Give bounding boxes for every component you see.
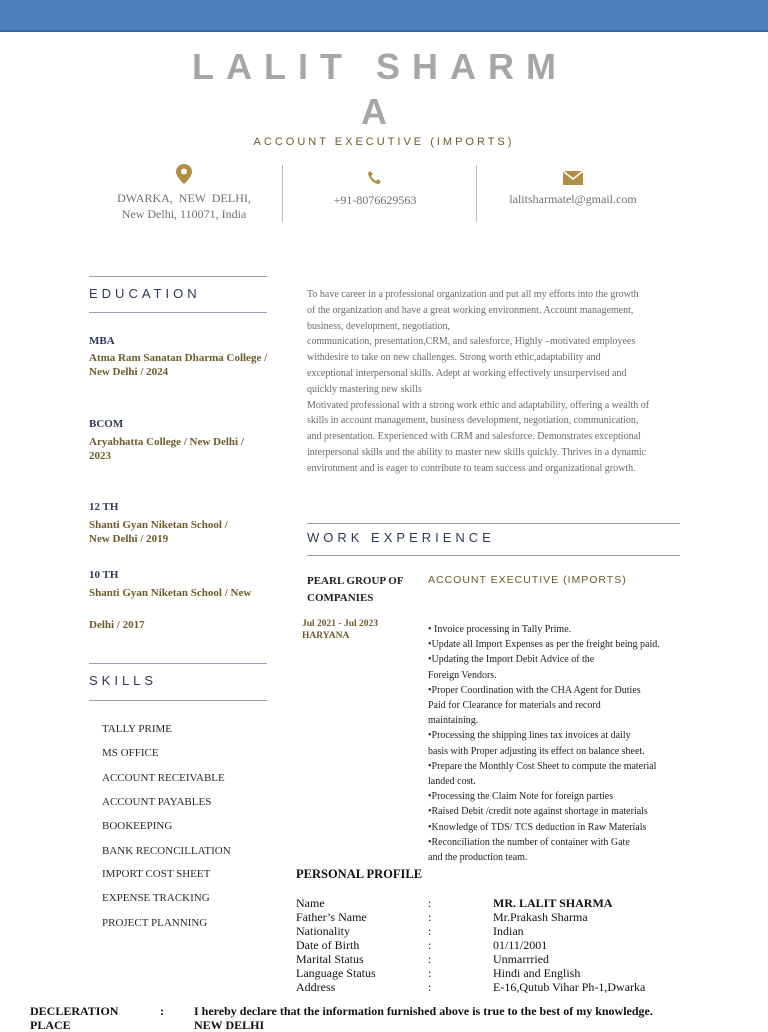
profile-row xyxy=(296,980,716,994)
skill-item: EXPENSE TRACKING xyxy=(102,892,210,904)
header-bar xyxy=(0,0,768,32)
education-institution: Shanti Gyan Niketan School / New Delhi / 2019 xyxy=(89,519,228,545)
address-line2: New Delhi, 110071, India xyxy=(121,207,247,221)
education-institution: Atma Ram Sanatan Dharma College / New Delhi / 2024 xyxy=(89,352,268,378)
profile-value: 01/11/2001 xyxy=(493,938,548,952)
profile-label: Nationality xyxy=(296,924,350,938)
summary-line: and presentation. Experienced with CRM and salesforce. Demonstrates exceptional xyxy=(307,431,641,443)
duty-line: •Updating the Import Debit Advice of the xyxy=(428,654,595,666)
career-summary xyxy=(307,287,687,477)
section-divider xyxy=(307,523,680,524)
education-institution: Aryabhatta College / New Delhi / 2023 xyxy=(89,436,244,462)
duty-line: landed cost. xyxy=(428,776,476,788)
profile-separator: : xyxy=(428,924,432,938)
place-value: NEW DELHI xyxy=(194,1018,265,1032)
profile-row xyxy=(296,896,716,910)
duty-line: •Reconciliation the number of container with Gate xyxy=(428,836,630,848)
candidate-name xyxy=(180,44,580,134)
profile-label: Language Status xyxy=(296,966,376,980)
skill-item: PROJECT PLANNING xyxy=(102,917,208,929)
employment-location: HARYANA xyxy=(302,631,350,641)
company-name-line1: PEARL GROUP OF xyxy=(307,575,404,587)
summary-line: To have career in a professional organization and put all my efforts into the growth xyxy=(307,289,639,300)
skill-item: TALLY PRIME xyxy=(102,723,173,735)
duty-line: maintaining. xyxy=(428,715,479,727)
summary-line: quickly mastering new skills xyxy=(307,383,422,395)
location-pin-icon xyxy=(176,164,192,184)
profile-label: Father’s Name xyxy=(296,910,367,924)
job-duties xyxy=(428,622,698,865)
skill-item: BANK RECONCILLATION xyxy=(102,845,231,857)
section-divider xyxy=(89,312,267,313)
profile-value: E-16,Qutub Vihar Ph-1,Dwarka xyxy=(493,980,646,994)
profile-label: Address xyxy=(296,980,336,994)
profile-row xyxy=(296,910,716,924)
profile-row xyxy=(296,938,716,952)
email-address: lalitsharmatel@gmail.com xyxy=(509,192,637,206)
candidate-name-line1: LALIT SHARM xyxy=(192,46,568,87)
duty-line: •Update all Import Expenses as per the freight being paid. xyxy=(428,639,660,651)
education-degree: MBA xyxy=(89,335,115,347)
education-institution-cont: Delhi / 2017 xyxy=(89,619,145,631)
skills-heading: SKILLS xyxy=(89,673,158,688)
company-name xyxy=(307,573,417,607)
declaration xyxy=(30,1004,768,1032)
education-institution: Shanti Gyan Niketan School / New xyxy=(89,587,252,599)
section-divider xyxy=(89,276,267,277)
profile-row xyxy=(296,952,716,966)
profile-value: Hindi and English xyxy=(493,966,581,980)
profile-separator: : xyxy=(428,966,432,980)
company-name-line2: COMPANIES xyxy=(307,592,374,604)
skill-item: BOOKEEPING xyxy=(102,820,173,832)
contact-email xyxy=(496,171,650,207)
phone-number: +91-8076629563 xyxy=(333,193,417,207)
duty-line: Foreign Vendors. xyxy=(428,669,497,681)
contact-divider xyxy=(282,165,283,222)
declaration-separator: : xyxy=(160,1004,164,1018)
profile-separator: : xyxy=(428,896,432,910)
duty-line: • Invoice processing in Tally Prime. xyxy=(428,624,572,635)
summary-line: skills in account management, business development, negotiation, communication, xyxy=(307,415,639,427)
duty-line: •Processing the Claim Note for foreign parties xyxy=(428,791,614,803)
place-label: PLACE xyxy=(30,1018,71,1032)
duty-line: •Proper Coordination with the CHA Agent for Duties xyxy=(428,684,641,696)
personal-profile-heading: PERSONAL PROFILE xyxy=(296,867,423,881)
duty-line: •Raised Debit /credit note against shortage in materials xyxy=(428,806,648,818)
profile-label: Name xyxy=(296,896,325,910)
profile-value: Unmarrried xyxy=(493,952,549,966)
profile-row xyxy=(296,924,716,938)
phone-icon xyxy=(367,170,383,186)
section-divider xyxy=(307,555,680,556)
address-line1: DWARKA, NEW DELHI, xyxy=(117,191,251,205)
profile-separator: : xyxy=(428,952,432,966)
skill-item: MS OFFICE xyxy=(102,747,159,759)
section-divider xyxy=(89,700,267,701)
summary-line: interpersonal skills and the ability to master new skills quickly. Thrives in a dynamic xyxy=(307,446,647,458)
duty-line: basis with Proper adjusting its effect on balance sheet. xyxy=(428,745,645,757)
declaration-label: DECLERATION xyxy=(30,1004,119,1018)
contact-divider xyxy=(476,165,477,222)
profile-value: Mr.Prakash Sharma xyxy=(493,910,588,924)
duty-line: •Prepare the Monthly Cost Sheet to compute the material xyxy=(428,760,657,772)
work-experience-heading: WORK EXPERIENCE xyxy=(307,530,495,545)
skill-item: ACCOUNT PAYABLES xyxy=(102,796,212,808)
summary-line: environment and is eager to contribute to team success and organizational growth. xyxy=(307,462,636,474)
summary-line: exceptional interpersonal skills. Adept at working effectively unsurpervised and xyxy=(307,367,627,379)
summary-line: withdesire to take on new challenges. Strong worth ethic,adaptability and xyxy=(307,352,601,364)
contact-address xyxy=(104,164,264,222)
skill-item: ACCOUNT RECEIVABLE xyxy=(102,772,225,784)
profile-label: Marital Status xyxy=(296,952,364,966)
profile-value: MR. LALIT SHARMA xyxy=(493,896,613,910)
profile-value: Indian xyxy=(493,924,524,938)
profile-row xyxy=(296,966,716,980)
duty-line: Paid for Clearance for materials and record xyxy=(428,700,601,712)
education-degree: 10 TH xyxy=(89,569,119,581)
profile-separator: : xyxy=(428,938,432,952)
duty-line: •Processing the shipping lines tax invoices at daily xyxy=(428,730,631,742)
job-title: ACCOUNT EXECUTIVE (IMPORTS) xyxy=(253,136,515,148)
contact-phone xyxy=(300,170,450,208)
profile-separator: : xyxy=(428,910,432,924)
profile-label: Date of Birth xyxy=(296,938,360,952)
work-job-title: ACCOUNT EXECUTIVE (IMPORTS) xyxy=(428,574,627,586)
declaration-text: I hereby declare that the information furnished above is true to the best of my knowledge. xyxy=(194,1004,653,1018)
section-divider xyxy=(89,663,267,664)
summary-line: communication, presentation,CRM, and salesforce, Highly –motivated employees xyxy=(307,336,636,348)
envelope-icon xyxy=(563,171,583,185)
skill-item: IMPORT COST SHEET xyxy=(102,868,211,880)
summary-line: of the organization and have a great working environment. Account management, xyxy=(307,304,634,316)
summary-line: business, development, negotiation, xyxy=(307,320,451,332)
education-degree: BCOM xyxy=(89,418,124,430)
profile-separator: : xyxy=(428,980,432,994)
education-heading: EDUCATION xyxy=(89,286,201,301)
summary-line: Motivated professional with a strong work ethic and adaptability, offering a wealth of xyxy=(307,399,650,411)
employment-dates: Jul 2021 - Jul 2023 xyxy=(302,619,379,629)
duty-line: and the production team. xyxy=(428,852,528,864)
education-degree: 12 TH xyxy=(89,501,119,513)
duty-line: •Knowledge of TDS/ TCS deduction in Raw Materials xyxy=(428,821,647,833)
candidate-name-line2: A xyxy=(361,91,399,132)
employment-period xyxy=(302,618,378,642)
